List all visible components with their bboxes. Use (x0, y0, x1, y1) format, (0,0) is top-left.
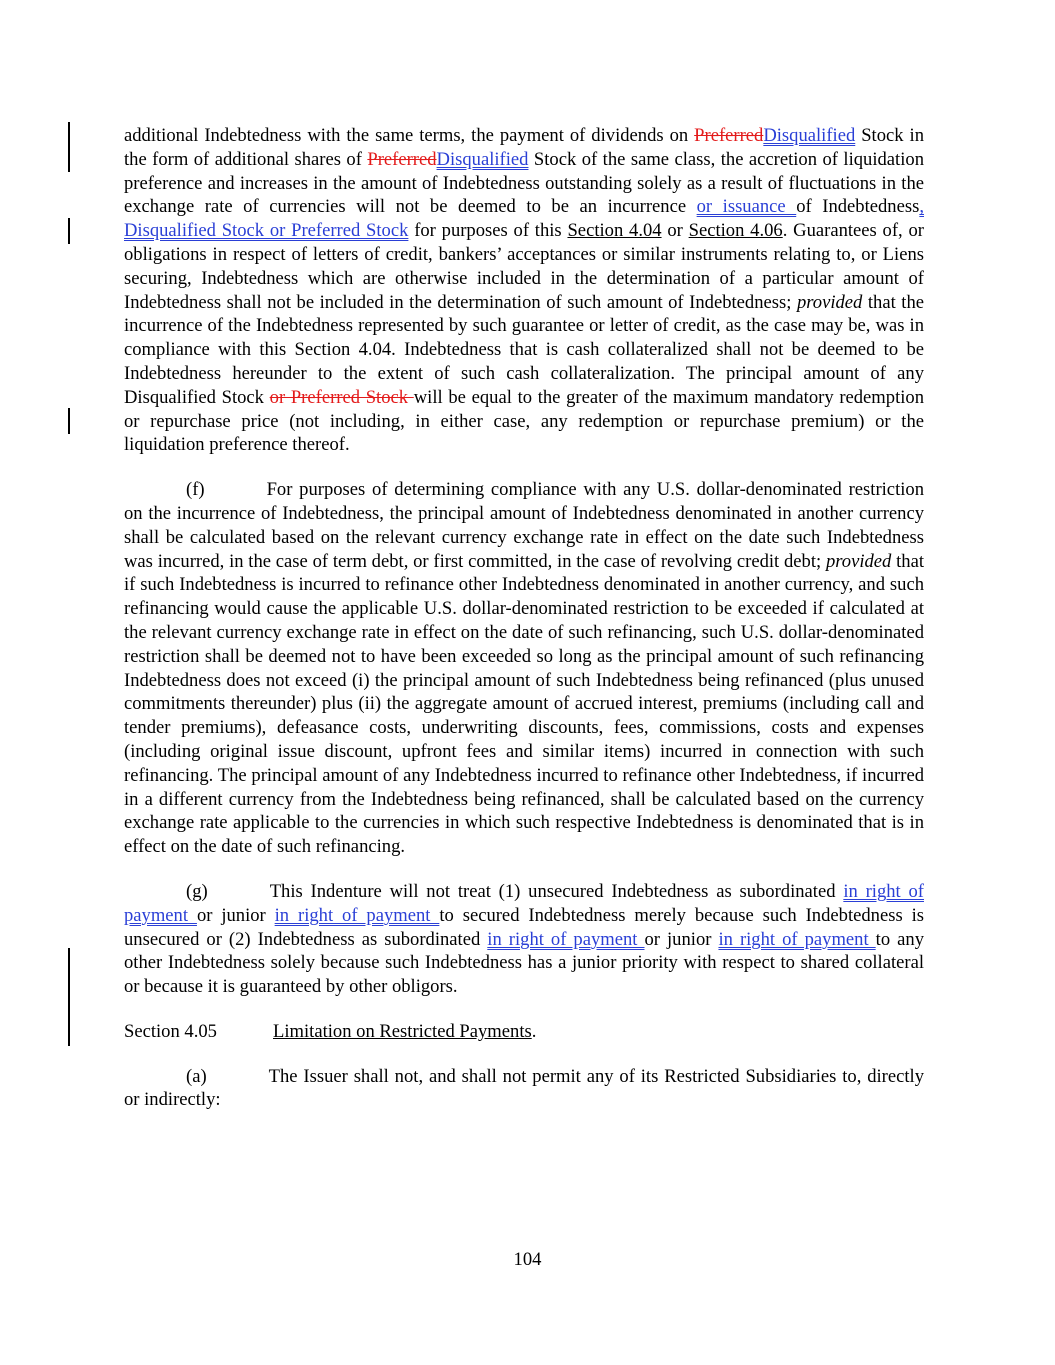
text-run: or (661, 220, 689, 242)
inserted-text: in right of payment (487, 928, 645, 950)
inserted-text: , Disqualified Stock or Preferred Stock (124, 196, 924, 242)
text-run: This Indenture will not treat (1) unsecured Indebtedness as subordinated (269, 880, 844, 902)
paragraph-label: (a) (186, 1065, 207, 1087)
paragraph-continuation (124, 124, 924, 457)
text-run: or junior (644, 928, 719, 950)
text-run: to secured Indebtedness merely because such Indebtedness is unsecured or (2) Indebtedness as subordinated (124, 904, 924, 950)
text-run: . Guarantees of, or obligations in respect of letters of credit, bankers’ acceptances or similar instruments relating to, or Liens securing, Indebtedness which are otherwise included in the determination of a particular amount of Indebtedness shall not be included in the determination of such amount of Indebtedness; (124, 220, 924, 313)
text-run: additional Indebtedness with the same terms, the payment of dividends on (124, 125, 695, 146)
text-run: of Indebtedness (796, 196, 920, 218)
change-bar-2 (68, 218, 70, 244)
text-run: The Issuer shall not, and shall not permit any of its Restricted Subsidiaries to, directly or indirectly: (124, 1065, 924, 1111)
text-run: for purposes of this (408, 220, 568, 242)
page-number: 104 (513, 1249, 542, 1270)
inserted-text: Disqualified (436, 148, 529, 170)
paragraph-label: (g) (186, 880, 208, 902)
text-run: Stock in the form of additional shares of (124, 125, 925, 170)
text-run: Stock of the same class, the accretion of liquidation preference and increases in the amount of Indebtedness outstanding solely as a result of fluctuations in the exchange rate of currencies will not be deemed to be an incurrence (124, 148, 924, 218)
section-number: Section 4.05 (124, 1020, 217, 1042)
change-bar-3 (68, 408, 70, 434)
deleted-text: or Preferred Stock (269, 386, 414, 408)
deleted-text: Preferred (367, 148, 437, 170)
inserted-text: in right of payment (124, 880, 924, 926)
text-run: that if such Indebtedness is incurred to refinance other Indebtedness denominated in another currency, and such refinancing would cause the applicable U.S. dollar-denominated restriction to be exceeded if calculated at the relevant currency exchange rate in effect on the date of such refinancing, such U.S. dollar-denominated restriction shall be deemed not to have been exceeded so long as the principal amount of such refinancing Indebtedness does not exceed (i) the principal amount of such Indebtedness being refinanced (plus unused commitments thereunder) plus (ii) the aggregate amount of accrued interest, premiums (including call and tender premiums), defeasance costs, underwriting discounts, fees, commissions, costs and expenses (including original issue discount, upfront fees and similar items) incurred in connection with such refinancing. The principal amount of any Indebtedness incurred to refinance other Indebtedness, if incurred in a different currency from the Indebtedness being refinanced, shall be calculated based on the currency exchange rate applicable to the currencies in which such respective Indebtedness is denominated that is in effect on the date of such refinancing. (124, 550, 925, 858)
deleted-text: Preferred (694, 125, 764, 146)
section-reference: Section 4.06 (688, 220, 783, 242)
text-run: or junior (196, 904, 275, 926)
document-page (124, 124, 924, 1112)
emphasis-text: provided (825, 550, 892, 572)
paragraph-g (124, 880, 924, 999)
paragraph-a (124, 1065, 924, 1113)
inserted-text: in right of payment (274, 904, 440, 926)
section-title-period: . (531, 1020, 537, 1042)
inserted-text: or issuance (696, 196, 797, 218)
text-run: will be equal to the greater of the maximum mandatory redemption or repurchase price (not including, in either case, any redemption or repurchase premium) or the liquidation preference thereof. (124, 386, 924, 456)
text-run: that the incurrence of the Indebtedness represented by such guarantee or letter of credit, as the case may be, was in compliance with this Section 4.04. Indebtedness that is cash collateralized shall not be deemed to be Indebtedness hereunder to the extent of such cash collateralization. The principal amount of any Disqualified Stock (124, 291, 925, 408)
emphasis-text: provided (796, 291, 863, 313)
change-bar-1 (68, 122, 70, 172)
inserted-text: Disqualified (763, 125, 856, 146)
paragraph-label: (f) (186, 479, 205, 501)
section-heading (124, 1020, 924, 1044)
text-run: For purposes of determining compliance with any U.S. dollar-denominated restriction on the incurrence of Indebtedness, the principal amount of Indebtedness denominated in another currency shall be calculated based on the relevant currency exchange rate in effect on the date such Indebtedness was incurred, in the case of term debt, or first committed, in the case of revolving credit debt; (124, 479, 924, 572)
text-run: to any other Indebtedness solely because such Indebtedness has a junior priority with respect to shared collateral or because it is guaranteed by other obligors. (124, 928, 924, 998)
section-reference: Section 4.04 (567, 220, 662, 242)
paragraph-f (124, 478, 924, 859)
inserted-text: in right of payment (718, 928, 876, 950)
change-bar-4 (68, 948, 70, 1046)
section-title: Limitation on Restricted Payments (273, 1020, 532, 1042)
